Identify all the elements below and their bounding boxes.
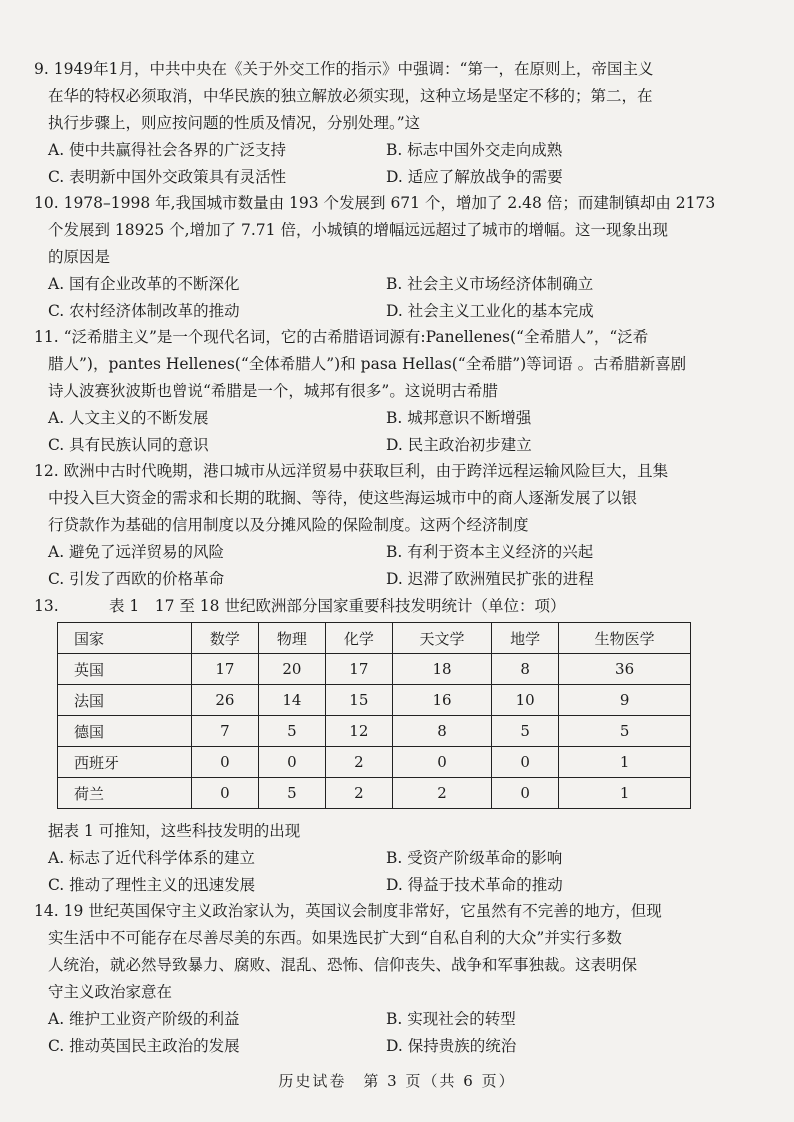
option-row: [34, 164, 708, 191]
question-stem: [34, 898, 708, 1006]
stem-line: 实生活中不可能存在尽善尽美的东西。如果选民扩大到“自私自利的大众”并实行多数: [48, 929, 622, 947]
stem-line: 诗人波赛狄波斯也曾说“希腊是一个，城邦有很多”。这说明古希腊: [48, 382, 498, 400]
table-cell: 16: [392, 685, 491, 716]
option-b: B. 城邦意识不断增强: [386, 409, 532, 427]
option-row: [34, 1006, 708, 1033]
option-b: B. 社会主义市场经济体制确立: [386, 275, 594, 293]
table-cell: 2: [325, 778, 392, 809]
table-cell: 0: [258, 747, 325, 778]
option-a: A. 避免了远洋贸易的风险: [48, 543, 225, 561]
table-cell: 1: [559, 778, 691, 809]
inventions-table: [57, 622, 691, 809]
question-9: [34, 56, 708, 191]
option-a: A. 维护工业资产阶级的利益: [48, 1010, 240, 1028]
table-cell: 5: [258, 778, 325, 809]
table-cell: 12: [325, 716, 392, 747]
table-cell: 5: [258, 716, 325, 747]
table-cell: 2: [325, 747, 392, 778]
question-13-body: [48, 818, 708, 899]
table-cell: 8: [392, 716, 491, 747]
stem-line: 执行步骤上，则应按问题的性质及情况，分别处理。”这: [48, 114, 421, 132]
question-11: [34, 324, 708, 459]
table-cell: 0: [392, 747, 491, 778]
option-c: C. 表明新中国外交政策具有灵活性: [48, 168, 287, 186]
table-cell: 0: [191, 747, 258, 778]
stem-line: 14. 19 世纪英国保守主义政治家认为，英国议会制度非常好，它虽然有不完善的地方，但现: [34, 902, 662, 920]
question-stem: 据表 1 可推知，这些科技发明的出现: [48, 822, 301, 840]
table-cell: 17: [325, 654, 392, 685]
table-cell: 17: [191, 654, 258, 685]
option-c: C. 推动英国民主政治的发展: [48, 1037, 240, 1055]
table-cell: 20: [258, 654, 325, 685]
table-cell: 26: [191, 685, 258, 716]
table-cell: 1: [559, 747, 691, 778]
option-row: [34, 271, 708, 298]
option-b: B. 实现社会的转型: [386, 1010, 516, 1028]
header-chemistry: 化学: [325, 623, 392, 654]
option-c: C. 推动了理性主义的迅速发展: [48, 876, 256, 894]
question-10: [34, 190, 716, 325]
option-a: A. 使中共赢得社会各界的广泛支持: [48, 141, 287, 159]
table-row: [58, 716, 691, 747]
table-row: [58, 685, 691, 716]
table-cell: 西班牙: [58, 747, 192, 778]
header-geoscience: 地学: [492, 623, 559, 654]
option-c: C. 农村经济体制改革的推动: [48, 302, 240, 320]
option-a: A. 人文主义的不断发展: [48, 409, 209, 427]
option-row: [34, 1033, 708, 1060]
option-row: [34, 432, 708, 459]
table-row: [58, 654, 691, 685]
option-row: [34, 298, 708, 325]
table-cell: 15: [325, 685, 392, 716]
option-row: [34, 539, 708, 566]
table-cell: 英国: [58, 654, 192, 685]
header-math: 数学: [191, 623, 258, 654]
table-title: 表 1 17 至 18 世纪欧洲部分国家重要科技发明统计（单位：项）: [108, 597, 566, 615]
table-cell: 8: [492, 654, 559, 685]
option-c: C. 具有民族认同的意识: [48, 436, 209, 454]
table-cell: 5: [559, 716, 691, 747]
header-biomedicine: 生物医学: [559, 623, 691, 654]
stem-line: 行贷款作为基础的信用制度以及分摊风险的保险制度。这两个经济制度: [48, 516, 529, 534]
option-a: A. 标志了近代科学体系的建立: [48, 849, 256, 867]
stem-line: 人统治，就必然导致暴力、腐败、混乱、恐怖、信仰丧失、战争和军事独裁。这表明保: [48, 956, 638, 974]
option-row: [34, 566, 708, 593]
table-caption: [34, 593, 565, 620]
stem-line: 中投入巨大资金的需求和长期的耽搁、等待，使这些海运城市中的商人逐渐发展了以银: [48, 489, 638, 507]
table-cell: 5: [492, 716, 559, 747]
option-d: D. 保持贵族的统治: [386, 1037, 517, 1055]
question-stem: [34, 324, 708, 405]
table-cell: 18: [392, 654, 491, 685]
question-13-number: 13.: [34, 597, 59, 615]
table-cell: 9: [559, 685, 691, 716]
table-cell: 7: [191, 716, 258, 747]
option-b: B. 标志中国外交走向成熟: [386, 141, 563, 159]
stem-line: 的原因是: [48, 248, 111, 266]
stem-line: 10. 1978–1998 年,我国城市数量由 193 个发展到 671 个，增加了 2.48 倍；而建制镇却由 2173: [34, 194, 716, 212]
option-row: [48, 845, 708, 872]
table-cell: 荷兰: [58, 778, 192, 809]
table-cell: 0: [191, 778, 258, 809]
header-country: 国家: [58, 623, 192, 654]
header-astronomy: 天文学: [392, 623, 491, 654]
table-cell: 0: [492, 747, 559, 778]
table-cell: 14: [258, 685, 325, 716]
stem-line: 9. 1949年1月，中共中央在《关于外交工作的指示》中强调：“第一，在原则上，帝国主义: [34, 60, 654, 78]
page-footer: 历史试卷 第 3 页（共 6 页）: [278, 1072, 516, 1090]
option-d: D. 民主政治初步建立: [386, 436, 532, 454]
table-cell: 法国: [58, 685, 192, 716]
stem-line: 11. “泛希腊主义”是一个现代名词，它的古希腊语词源有:Panellenes(“全希腊人”，“泛希: [34, 328, 649, 346]
option-d: D. 社会主义工业化的基本完成: [386, 302, 594, 320]
table-header-row: [58, 623, 691, 654]
stem-line: 在华的特权必须取消，中华民族的独立解放必须实现，这种立场是坚定不移的；第二，在: [48, 87, 653, 105]
option-c: C. 引发了西欧的价格革命: [48, 570, 225, 588]
stem-line: 个发展到 18925 个,增加了 7.71 倍，小城镇的增幅远远超过了城市的增幅。这一现象出现: [48, 221, 668, 239]
option-b: B. 受资产阶级革命的影响: [386, 849, 563, 867]
question-12: [34, 458, 708, 593]
option-d: D. 迟滞了欧洲殖民扩张的进程: [386, 570, 594, 588]
option-d: D. 适应了解放战争的需要: [386, 168, 563, 186]
option-a: A. 国有企业改革的不断深化: [48, 275, 240, 293]
question-stem: [34, 190, 716, 271]
question-stem: [34, 458, 708, 539]
table-cell: 德国: [58, 716, 192, 747]
table-row: [58, 747, 691, 778]
option-row: [48, 872, 708, 899]
header-physics: 物理: [258, 623, 325, 654]
stem-line: 12. 欧洲中古时代晚期，港口城市从远洋贸易中获取巨利，由于跨洋远程运输风险巨大，且集: [34, 462, 669, 480]
table-cell: 0: [492, 778, 559, 809]
table-cell: 36: [559, 654, 691, 685]
question-stem: [34, 56, 708, 137]
stem-line: 腊人”)，pantes Hellenes(“全体希腊人”)和 pasa Hellas(“全希腊”)等词语 。古希腊新喜剧: [48, 355, 687, 373]
question-14: [34, 898, 708, 1060]
stem-line: 守主义政治家意在: [48, 983, 173, 1001]
option-row: [34, 137, 708, 164]
option-d: D. 得益于技术革命的推动: [386, 876, 563, 894]
option-b: B. 有利于资本主义经济的兴起: [386, 543, 594, 561]
table-cell: 2: [392, 778, 491, 809]
table-cell: 10: [492, 685, 559, 716]
option-row: [34, 405, 708, 432]
table-row: [58, 778, 691, 809]
